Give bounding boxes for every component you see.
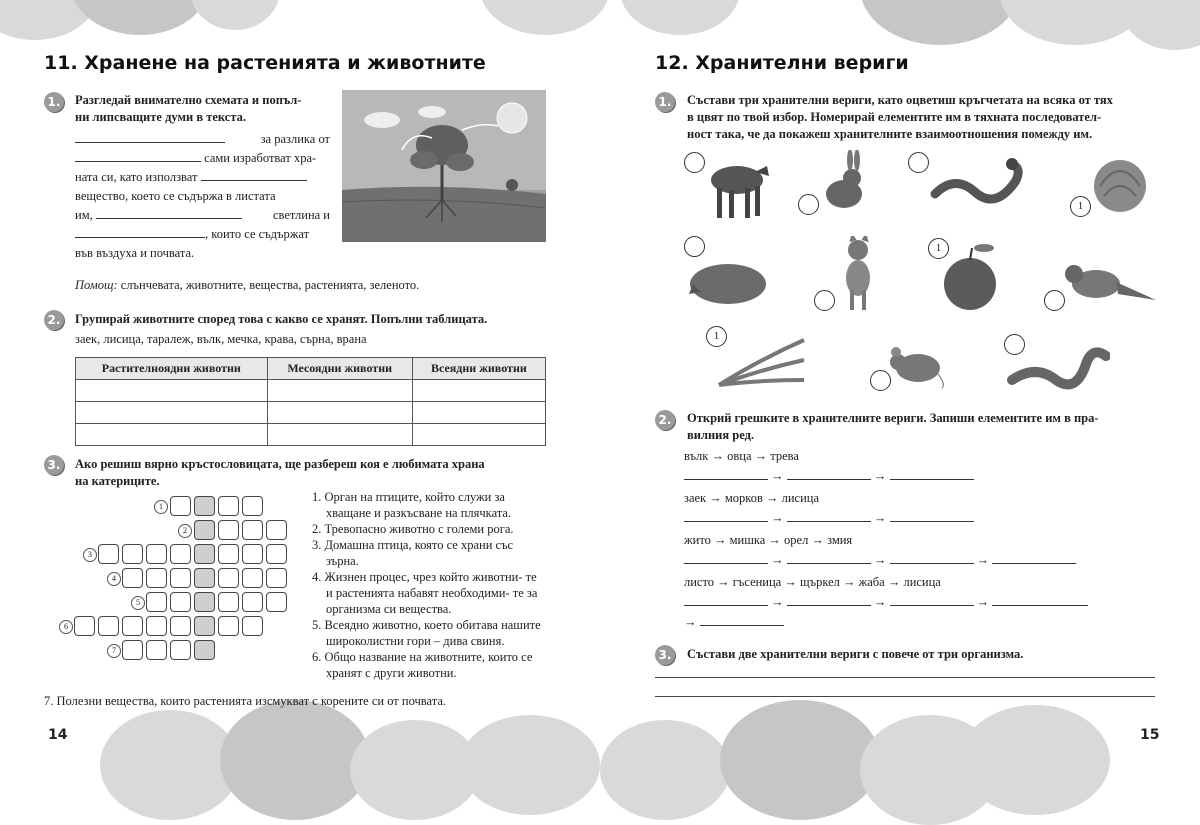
- crossword-cell[interactable]: [242, 496, 263, 516]
- crossword-cell-key[interactable]: [194, 568, 215, 588]
- exercise-1-help: Помощ: слънчевата, животните, вещества, растенията, зеленото.: [75, 278, 420, 292]
- hedgehog-image: [688, 256, 770, 306]
- exercise-number-badge: 3.: [44, 455, 64, 475]
- chain-circle-worm[interactable]: [1004, 334, 1025, 355]
- exercise-1-fill-text: за разлика от сами изработват хра- ната си, като използват вещество, което се съдържа в листата им, светлина и , които се съдържат във въздуха и почвата.: [75, 132, 330, 260]
- crossword-cell[interactable]: [122, 568, 143, 588]
- crossword-clues: [312, 489, 544, 681]
- exercise-3-instruction: Ако решиш вярно кръстословицата, ще разбереш коя е любимата храна на катериците.: [75, 457, 485, 488]
- mouse-image: [886, 338, 946, 390]
- answer-line[interactable]: [655, 696, 1155, 697]
- crossword-cell[interactable]: [146, 544, 167, 564]
- exercise-number-badge: 2.: [44, 310, 64, 330]
- food-chain: заек → морков → лисица: [684, 491, 820, 505]
- crossword-row-number: 3: [83, 548, 97, 562]
- exercise-number-badge: 1.: [655, 92, 675, 112]
- chain-circle-mouse[interactable]: [870, 370, 891, 391]
- blank-line[interactable]: [890, 551, 974, 564]
- answer-row: →: [684, 612, 1164, 632]
- crossword-cell[interactable]: [170, 544, 191, 564]
- cabbage-image: [1090, 150, 1150, 216]
- blank-line[interactable]: [96, 206, 242, 219]
- crossword-cell[interactable]: [218, 568, 239, 588]
- table-cell[interactable]: [267, 380, 412, 402]
- table-cell[interactable]: [412, 380, 545, 402]
- food-chain: листо → гъсеница → щъркел → жаба → лисица: [684, 575, 941, 589]
- answer-row: → →: [684, 466, 1164, 486]
- table-cell[interactable]: [412, 424, 545, 446]
- crossword-cell[interactable]: [266, 592, 287, 612]
- crossword-row-number: 4: [107, 572, 121, 586]
- food-chain: вълк → овца → трева: [684, 449, 799, 463]
- table-header: Всеядни животни: [412, 358, 545, 380]
- crossword-cell-key[interactable]: [194, 544, 215, 564]
- crossword-clue: 2. Тревопасно животно с големи рога.: [312, 522, 514, 536]
- crossword-cell[interactable]: [242, 592, 263, 612]
- crossword-cell[interactable]: [122, 640, 143, 660]
- chain-circle-sparrow[interactable]: [1044, 290, 1065, 311]
- crossword-clue: 6. Общо название на животните, които се хранят с други животни.: [312, 650, 533, 680]
- table-header: Месоядни животни: [267, 358, 412, 380]
- crossword-cell[interactable]: [146, 592, 167, 612]
- chain-circle-cabbage[interactable]: 1: [1070, 196, 1091, 217]
- crossword-cell[interactable]: [242, 616, 263, 636]
- crossword-clue: 4. Жизнен процес, чрез който животни- те и растенията набавят необходими- те за организма си вещества.: [312, 570, 538, 616]
- crossword-cell[interactable]: [170, 568, 191, 588]
- blank-line[interactable]: [890, 593, 974, 606]
- wheat-image: [714, 330, 809, 390]
- blank-line[interactable]: [700, 613, 784, 626]
- crossword-cell-key[interactable]: [194, 616, 215, 636]
- table-cell[interactable]: [76, 380, 268, 402]
- crossword-cell[interactable]: [98, 544, 119, 564]
- exercise-2-instruction: Групирай животните според това с какво се хранят. Попълни таблицата.: [75, 312, 488, 326]
- crossword-cell[interactable]: [170, 616, 191, 636]
- crossword-cell[interactable]: [170, 640, 191, 660]
- blank-line[interactable]: [684, 467, 768, 480]
- page-number: 14: [48, 727, 68, 743]
- snake-image: [930, 154, 1025, 204]
- crossword-cell[interactable]: [122, 616, 143, 636]
- right-page: [600, 0, 1200, 764]
- crossword-cell[interactable]: [122, 544, 143, 564]
- blank-line[interactable]: [201, 168, 307, 181]
- answer-row: → →: [684, 508, 1164, 528]
- crossword-row-number: 1: [154, 500, 168, 514]
- wolf-image: [705, 150, 770, 222]
- crossword-cell[interactable]: [146, 568, 167, 588]
- exercise-number-badge: 2.: [655, 410, 675, 430]
- crossword-cell-key[interactable]: [194, 520, 215, 540]
- crossword-cell[interactable]: [146, 616, 167, 636]
- crossword-row-number: 7: [107, 644, 121, 658]
- crossword-cell[interactable]: [218, 496, 239, 516]
- crossword-cell[interactable]: [266, 520, 287, 540]
- exercise-3-instruction: Състави две хранителни вериги с повече от три организма.: [687, 647, 1024, 661]
- table-cell[interactable]: [76, 424, 268, 446]
- exercise-number-badge: 1.: [44, 92, 64, 112]
- exercise-number-badge: 3.: [655, 645, 675, 665]
- table-cell[interactable]: [267, 402, 412, 424]
- crossword-cell[interactable]: [218, 520, 239, 540]
- lesson-title-12: 12. Хранителни вериги: [655, 52, 909, 74]
- lesson-title-11: 11. Хранене на растенията и животните: [44, 52, 486, 74]
- answer-row: → → →: [684, 550, 1164, 570]
- blank-line[interactable]: [787, 509, 871, 522]
- answer-line[interactable]: [655, 677, 1155, 678]
- crossword-cell[interactable]: [218, 544, 239, 564]
- blank-line[interactable]: [992, 593, 1088, 606]
- blank-line[interactable]: [787, 467, 871, 480]
- chain-circle-cat[interactable]: [814, 290, 835, 311]
- blank-line[interactable]: [684, 509, 768, 522]
- table-header: Растителноядни животни: [76, 358, 268, 380]
- crossword-cell[interactable]: [242, 568, 263, 588]
- blank-line[interactable]: [75, 225, 205, 238]
- blank-line[interactable]: [890, 509, 974, 522]
- answer-row: → → →: [684, 592, 1164, 612]
- page-number: 15: [1140, 727, 1160, 743]
- crossword-clue: 7. Полезни вещества, които растенията изсмукват с корените си от почвата.: [44, 694, 447, 708]
- crossword-row-number: 6: [59, 620, 73, 634]
- cat-image: [836, 236, 878, 312]
- blank-line[interactable]: [684, 593, 768, 606]
- crossword-clue: 1. Орган на птиците, който служи за хващане и разкъсване на плячката.: [312, 490, 512, 520]
- crossword-cell[interactable]: [218, 616, 239, 636]
- table-cell[interactable]: [76, 402, 268, 424]
- crossword-row-number: 2: [178, 524, 192, 538]
- chain-circle-wheat[interactable]: 1: [706, 326, 727, 347]
- chain-circle-hedgehog[interactable]: [684, 236, 705, 257]
- left-page: [0, 0, 600, 764]
- blank-line[interactable]: [787, 593, 871, 606]
- crossword-cell[interactable]: [266, 568, 287, 588]
- blank-line[interactable]: [75, 130, 225, 143]
- chain-circle-wolf[interactable]: [684, 152, 705, 173]
- food-chains: [684, 446, 1164, 632]
- photosynthesis-diagram: [342, 90, 546, 242]
- table-cell[interactable]: [412, 402, 545, 424]
- crossword-clue: 5. Всеядно животно, което обитава нашите широколистни гори – дива свиня.: [312, 618, 541, 648]
- exercise-2-animal-list: заек, лисица, таралеж, вълк, мечка, крава, сърна, врана: [75, 332, 367, 346]
- crossword-cell[interactable]: [170, 496, 191, 516]
- blank-line[interactable]: [684, 551, 768, 564]
- crossword-cell[interactable]: [146, 640, 167, 660]
- crossword-clue: 3. Домашна птица, която се храни със зърна.: [312, 538, 514, 568]
- crossword-cell[interactable]: [218, 592, 239, 612]
- blank-line[interactable]: [992, 551, 1076, 564]
- feeding-table: [75, 357, 546, 446]
- crossword-cell-key[interactable]: [194, 640, 215, 660]
- apple-image: [940, 242, 1000, 312]
- chain-circle-rabbit[interactable]: [798, 194, 819, 215]
- sparrow-image: [1060, 260, 1158, 308]
- crossword-cell-key[interactable]: [194, 592, 215, 612]
- rabbit-image: [822, 150, 870, 212]
- crossword-cell[interactable]: [98, 616, 119, 636]
- crossword-cell[interactable]: [74, 616, 95, 636]
- crossword-row-number: 5: [131, 596, 145, 610]
- exercise-1-instruction: Разгледай внимателно схемата и попъл- ни липсващите думи в текста.: [75, 93, 302, 124]
- blank-line[interactable]: [890, 467, 974, 480]
- chain-circle-snake[interactable]: [908, 152, 929, 173]
- crossword-cell[interactable]: [266, 544, 287, 564]
- food-chain: жито → мишка → орел → змия: [684, 533, 853, 547]
- crossword-cell[interactable]: [242, 544, 263, 564]
- crossword-cell-key[interactable]: [194, 496, 215, 516]
- exercise-2-instruction: Открий грешките в хранителните вериги. Запиши елементите им в пра- вилния ред.: [687, 411, 1099, 442]
- table-cell[interactable]: [267, 424, 412, 446]
- crossword-cell[interactable]: [242, 520, 263, 540]
- blank-line[interactable]: [75, 149, 201, 162]
- exercise-1-instruction: Състави три хранителни вериги, като оцветиш кръгчетата на всяка от тях в цвят по твой избор. Номерирай елементите им в тяхната последовател- ност така, че да покажеш хранителните взаимоотношения помежду им.: [687, 93, 1113, 141]
- chain-circle-apple[interactable]: 1: [928, 238, 949, 259]
- blank-line[interactable]: [787, 551, 871, 564]
- crossword-cell[interactable]: [170, 592, 191, 612]
